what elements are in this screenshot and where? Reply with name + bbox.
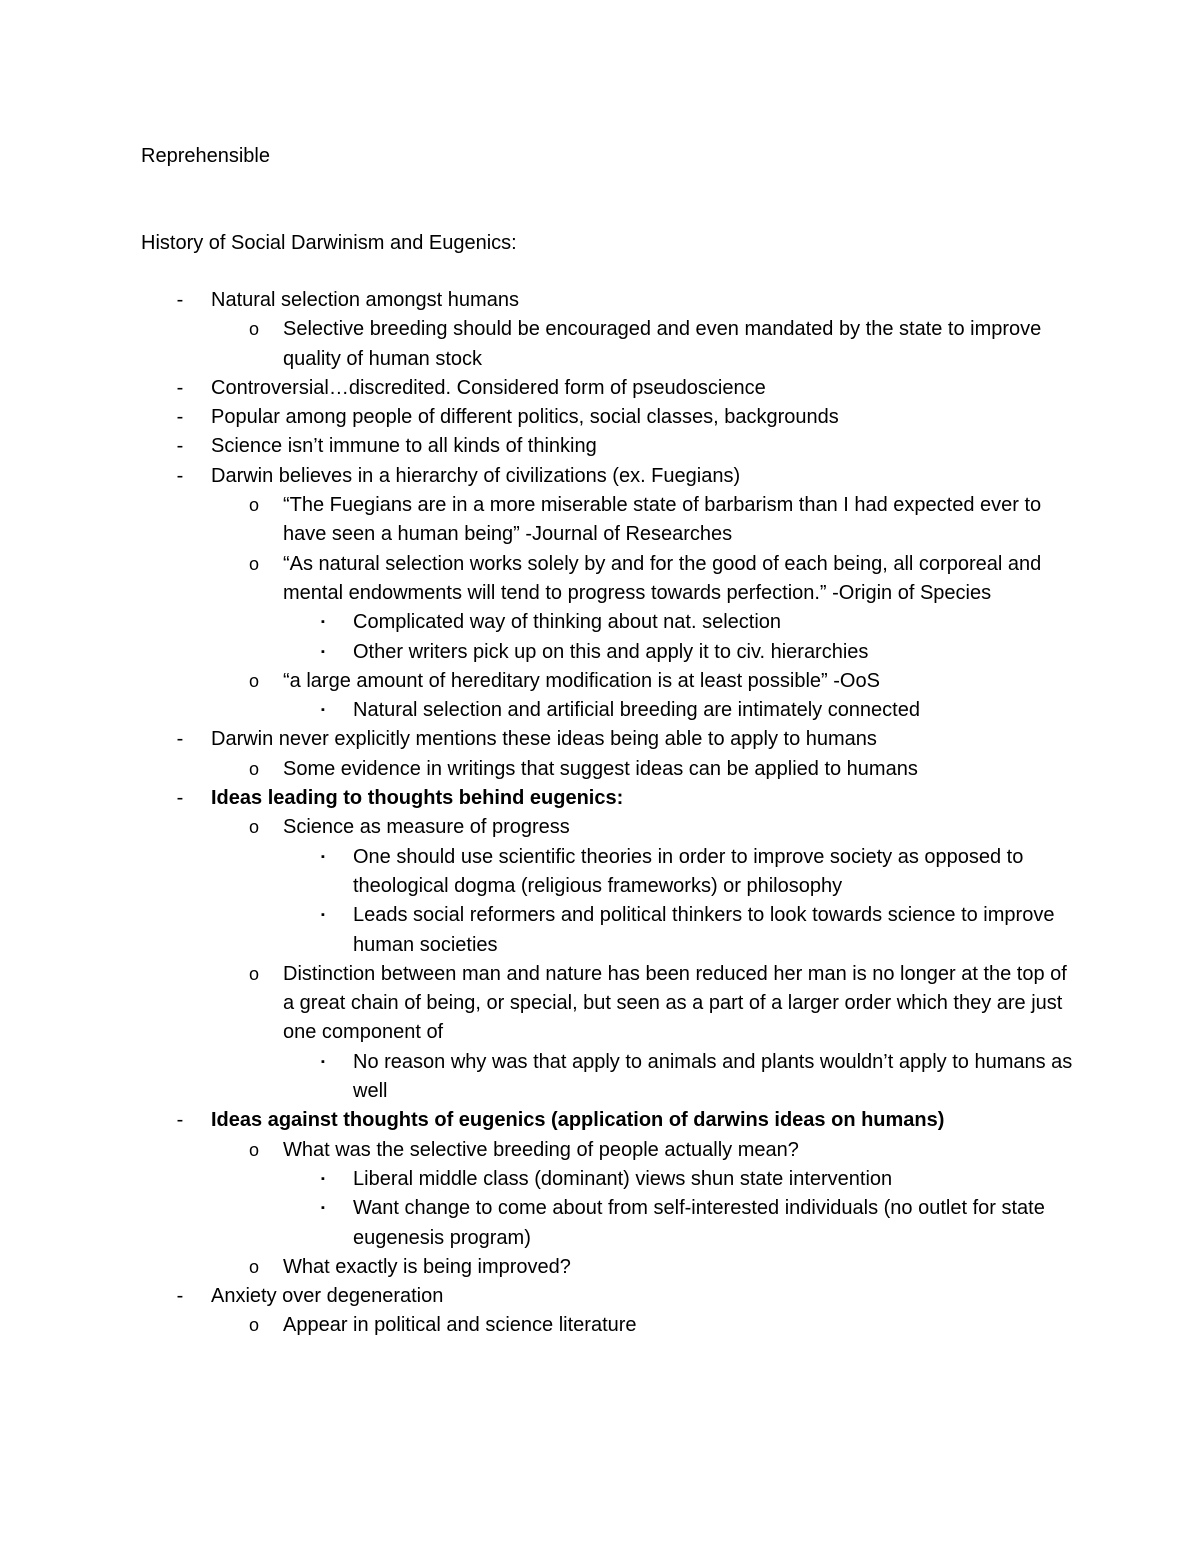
square-bullet-icon: ▪ [321,645,325,658]
outline-item [0,374,1200,403]
dash-bullet-icon: - [176,728,184,751]
circle-bullet-icon: o [248,963,259,984]
outline-item-text: What was the selective breeding of people actually mean? [283,1138,799,1161]
outline-item [0,1106,1200,1135]
square-bullet-icon: ▪ [321,850,325,863]
dash-bullet-icon: - [176,289,184,311]
outline-item-text: Popular among people of different politics, social classes, backgrounds [211,406,839,429]
outline-item-text: Natural selection amongst humans [211,289,519,311]
outline-item-text: “The Fuegians are in a more miserable state of barbarism than I had expected ever to have seen a human being” -Journal of Researches [283,494,1047,546]
outline-item-text: What exactly is being improved? [283,1255,571,1278]
outline-subitem [0,1136,1200,1165]
outline-subitem [0,960,1200,1048]
dash-bullet-icon: - [176,1285,184,1308]
outline-subitem [0,667,1200,696]
outline-item [0,286,1200,315]
square-bullet-icon: ▪ [321,704,325,717]
outline-subsubitem [0,696,1200,725]
outline-subitem [0,813,1200,842]
outline-item-text: Other writers pick up on this and apply it to civ. hierarchies [353,640,869,663]
dash-bullet-icon: - [176,406,184,429]
outline-item [0,725,1200,754]
outline-item [0,1282,1200,1311]
outline-subitem [0,1253,1200,1282]
outline-item-text: Anxiety over degeneration [211,1285,444,1308]
outline-item-text: Ideas leading to thoughts behind eugenics: [211,787,624,810]
outline-item-text: Darwin believes in a hierarchy of civilizations (ex. Fuegians) [211,464,741,487]
outline-item-text: Want change to come about from self-interested individuals (no outlet for state eugenesis program) [353,1197,1051,1249]
circle-bullet-icon: o [248,495,259,516]
outline-subsubitem [0,1194,1200,1253]
outline-subsubitem [0,901,1200,960]
square-bullet-icon: ▪ [321,1202,325,1215]
outline-item-text: Selective breeding should be encouraged and even mandated by the state to improve quality of human stock [283,318,1047,370]
outline-item-text: “As natural selection works solely by and for the good of each being, all corporeal and mental endowments will tend to progress towards perfection.” -Origin of Species [283,552,1047,604]
circle-bullet-icon: o [248,1139,259,1160]
square-bullet-icon: ▪ [321,1055,325,1068]
dash-bullet-icon: - [176,435,184,458]
circle-bullet-icon: o [248,817,259,838]
square-bullet-icon: ▪ [321,909,325,922]
circle-bullet-icon: o [248,758,259,779]
outline-item-text: No reason why was that apply to animals and plants wouldn’t apply to humans as well [353,1050,1078,1103]
outline-item [0,784,1200,813]
outline-item-text: Controversial…discredited. Considered form of pseudoscience [211,376,766,399]
circle-bullet-icon: o [248,670,259,691]
outline-item-text: Some evidence in writings that suggest ideas can be applied to humans [283,757,918,780]
circle-bullet-icon: o [248,319,259,340]
document-title: Reprehensible [141,145,270,167]
outline-subitem [0,755,1200,784]
section-heading: History of Social Darwinism and Eugenics: [141,232,517,254]
outline-item [0,403,1200,432]
outline-subitem [0,1311,1200,1340]
dash-bullet-icon: - [176,376,184,399]
outline-item-text: Appear in political and science literature [283,1314,637,1337]
outline-item-text: Natural selection and artificial breeding are intimately connected [353,699,920,722]
outline-item-text: Leads social reformers and political thinkers to look towards science to improve human societies [353,904,1060,956]
outline-item-text: Complicated way of thinking about nat. selection [353,611,782,634]
outline-item-text: Science as measure of progress [283,816,570,839]
outline-subitem [0,491,1200,550]
square-bullet-icon: ▪ [321,616,325,629]
outline-item-text: “a large amount of hereditary modification is at least possible” -OoS [283,669,880,692]
outline-item [0,462,1200,491]
outline-item [0,432,1200,461]
circle-bullet-icon: o [248,1256,259,1277]
outline-item-text: Liberal middle class (dominant) views shun state intervention [353,1167,893,1190]
outline-item-text: Science isn’t immune to all kinds of thinking [211,435,597,458]
outline-subsubitem [0,608,1200,637]
outline-subitem [0,315,1200,374]
outline-item-text: Ideas against thoughts of eugenics (application of darwins ideas on humans) [211,1109,945,1132]
outline-item-text: One should use scientific theories in order to improve society as opposed to theological dogma (religious frameworks) or philosophy [353,845,1029,897]
outline-list [0,286,1200,1341]
circle-bullet-icon: o [248,553,259,574]
square-bullet-icon: ▪ [321,1172,325,1185]
dash-bullet-icon: - [176,464,184,487]
outline-subsubitem [0,1165,1200,1194]
outline-subsubitem [0,843,1200,902]
dash-bullet-icon: - [176,1109,184,1132]
outline-item-text: Darwin never explicitly mentions these ideas being able to apply to humans [211,728,877,751]
outline-subsubitem [0,1048,1200,1107]
outline-subsubitem [0,638,1200,667]
outline-item-text: Distinction between man and nature has been reduced her man is no longer at the top of a great chain of being, or special, but seen as a part of a larger order which they are just one component of [283,962,1073,1044]
outline-subitem [0,550,1200,609]
dash-bullet-icon: - [176,787,184,810]
circle-bullet-icon: o [248,1315,259,1336]
